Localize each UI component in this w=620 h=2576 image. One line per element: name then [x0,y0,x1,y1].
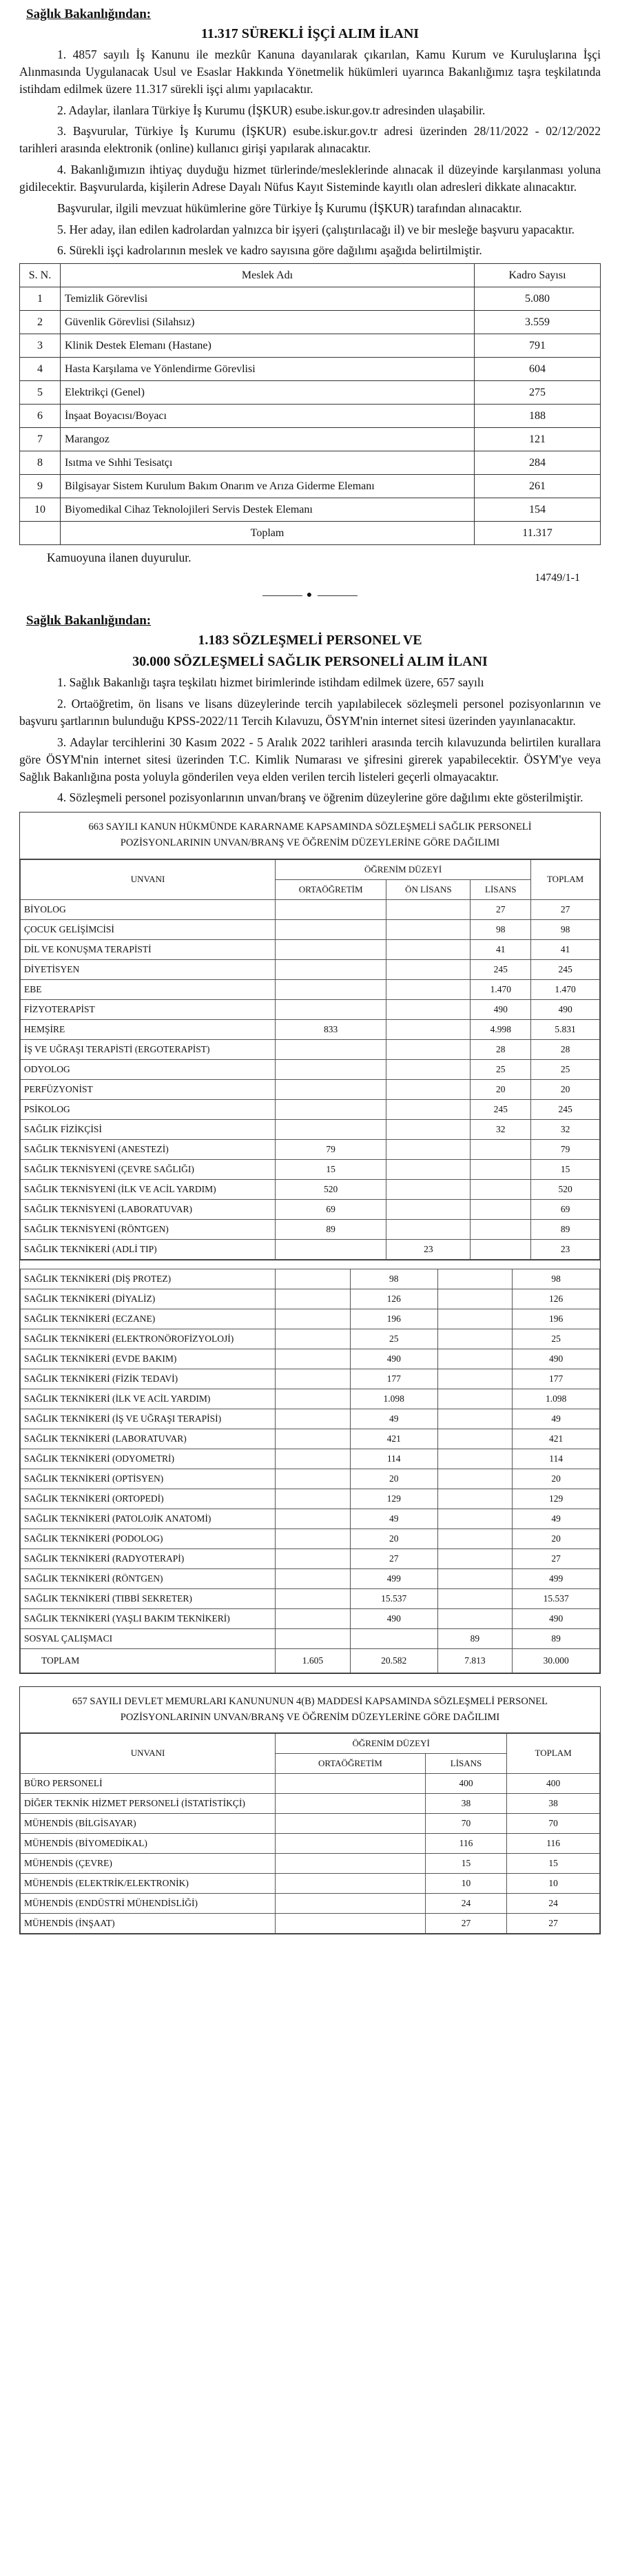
col-orta: ORTAÖĞRETİM [276,1753,426,1773]
table-row: 6 İnşaat Boyacısı/Boyacı 188 [20,405,601,428]
paragraph: 1. Sağlık Bakanlığı taşra teşkilatı hizmet birimlerinde istihdam edilmek üzere, 657 sayılı [57,675,484,690]
paragraph: 2. Adaylar, ilanlara Türkiye İş Kurumu (İŞKUR) esube.iskur.gov.tr adresinden ulaşabilir. [57,103,486,117]
table-row: SAĞLIK TEKNİKERİ (ELEKTRONÖROFİZYOLOJİ) 25 25 [21,1329,600,1349]
table-row: EBE 1.470 1.470 [21,979,600,999]
table-663-title: 663 SAYILI KANUN HÜKMÜNDE KARARNAME KAPSAMINDA SÖZLEŞMELİ SAĞLIK PERSONELİ POZİSYONLARININ UNVAN/BRANŞ VE ÖĞRENİM DÜZEYLERİNE GÖRE DAĞILIMI [20,812,600,859]
table-row: İŞ VE UĞRAŞI TERAPİSTİ (ERGOTERAPİST) 28 28 [21,1039,600,1059]
table-row: MÜHENDİS (BİLGİSAYAR) 70 70 [21,1813,600,1833]
table-663-grid-continued [20,1269,600,1673]
notice-title-line1: 1.183 SÖZLEŞMELİ PERSONEL VE [198,633,422,648]
table-row: SAĞLIK TEKNİKERİ (FİZİK TEDAVİ) 177 177 [21,1369,600,1389]
table-row: SAĞLIK TEKNİKERİ (İŞ VE UĞRAŞI TERAPİSİ) 49 49 [21,1409,600,1429]
table-row: BÜRO PERSONELİ 400 400 [21,1773,600,1793]
ministry-label: Sağlık Bakanlığından: [26,7,152,21]
table-row: DİĞER TEKNİK HİZMET PERSONELİ (İSTATİSTİKÇİ) 38 38 [21,1793,600,1813]
table-row: PSİKOLOG 245 245 [21,1099,600,1119]
separator: ● [19,590,601,601]
table-row: SAĞLIK TEKNİKERİ (ECZANE) 196 196 [21,1309,600,1329]
table-row: BİYOLOG 27 27 [21,899,600,919]
table-total-row [20,522,601,545]
paragraph: 2. Ortaöğretim, ön lisans ve lisans düzeylerinde tercih yapılabilecek sözleşmeli personel pozisyonlarının ve başvuru şartlarının bulunduğu KPSS-2022/11 Tercih Kılavuzu, ÖSYM'nin internet sitesi üzerinden yayınlanacaktır. [19,697,601,728]
paragraph: 3. Adaylar tercihlerini 30 Kasım 2022 - 5 Aralık 2022 tarihleri arasında tercih kılavuzunda belirtilen kurallara göre ÖSYM'nin internet sitesi üzerinden T.C. Kimlik Numarası ve şifresini girerek yapabilecektir. ÖSYM'ye veya Sağlık Bakanlığına posta yoluyla gönderilen veya elden verilen tercih listeleri geçerli olmayacaktır. [19,735,601,784]
table-row: SAĞLIK TEKNİKERİ (ORTOPEDİ) 129 129 [21,1489,600,1509]
paragraph: 6. Sürekli işçi kadrolarının meslek ve kadro sayısına göre dağılımı aşağıda belirtilmiştir. [57,243,482,258]
table-row: SAĞLIK TEKNİSYENİ (LABORATUVAR) 69 69 [21,1199,600,1219]
table-row: 2 Güvenlik Görevlisi (Silahsız) 3.559 [20,311,601,334]
notice-2 [0,613,620,806]
table-row: SOSYAL ÇALIŞMACI 89 89 [21,1628,600,1648]
table-row: SAĞLIK TEKNİKERİ (YAŞLI BAKIM TEKNİKERİ) 490 490 [21,1608,600,1628]
table-657-title: 657 SAYILI DEVLET MEMURLARI KANUNUNUN 4(B) MADDESİ KAPSAMINDA SÖZLEŞMELİ PERSONEL POZİSYONLARININ UNVAN/BRANŞ VE ÖĞRENİM DÜZEYLERİNE GÖRE DAĞILIMI [20,1687,600,1733]
col-lisans: LİSANS [471,879,531,899]
positions-table [19,263,601,545]
paragraph: 4. Sözleşmeli personel pozisyonlarının unvan/branş ve öğrenim düzeylerine göre dağılımı ekte gösterilmiştir. [57,790,583,805]
table-row: SAĞLIK FİZİKÇİSİ 32 32 [21,1119,600,1139]
table-row: MÜHENDİS (ÇEVRE) 15 15 [21,1853,600,1873]
col-orta: ORTAÖĞRETİM [276,879,386,899]
table-row: MÜHENDİS (ELEKTRİK/ELEKTRONİK) 10 10 [21,1873,600,1893]
table-657 [19,1686,601,1934]
notice-paragraphs [19,46,601,259]
table-row: 8 Isıtma ve Sıhhi Tesisatçı 284 [20,451,601,475]
table-row: DİL VE KONUŞMA TERAPİSTİ 41 41 [21,939,600,959]
table-row: HEMŞİRE 833 4.998 5.831 [21,1019,600,1039]
table-row: 4 Hasta Karşılama ve Yönlendirme Görevlisi 604 [20,358,601,381]
table-row: SAĞLIK TEKNİKERİ (RADYOTERAPİ) 27 27 [21,1548,600,1568]
total-value: 11.317 [475,522,601,545]
paragraph: 1. 4857 sayılı İş Kanunu ile mezkûr Kanuna dayanılarak çıkarılan, Kamu Kurum ve Kuruluşlarına İşçi Alınmasında Uygulanacak Usul ve Esaslar Hakkında Yönetmelik hükümleri uyarınca Bakanlığımız taşra teşkilatında istihdam edilmek üzere 11.317 sürekli işçi alımı yapılacaktır. [19,48,601,96]
closing-text: Kamuoyuna ilanen duyurulur. [47,551,192,565]
table-row: SAĞLIK TEKNİKERİ (OPTİSYEN) 20 20 [21,1469,600,1489]
table-row: SAĞLIK TEKNİKERİ (İLK VE ACİL YARDIM) 1.098 1.098 [21,1389,600,1409]
table-row: ODYOLOG 25 25 [21,1059,600,1079]
paragraph: 3. Başvurular, Türkiye İş Kurumu (İŞKUR) esube.iskur.gov.tr adresi üzerinden 28/11/2022 - 02/12/2022 tarihleri arasında elektronik (online) kullanıcı girişi yapılarak alınacaktır. [19,124,601,156]
table-row: SAĞLIK TEKNİKERİ (EVDE BAKIM) 490 490 [21,1349,600,1369]
paragraph: 4. Bakanlığımızın ihtiyaç duyduğu hizmet türlerinde/mesleklerinde alınacak il düzeyinde karşılanması yoluna gidilecektir. Başvurularda, kişilerin Adrese Dayalı Nüfus Kayıt Sisteminde kayıtlı olan adresleri dikkate alınacaktır. [19,163,601,194]
notice-title-line2: 30.000 SÖZLEŞMELİ SAĞLIK PERSONELİ ALIM İLANI [132,654,488,670]
table-row: SAĞLIK TEKNİKERİ (ADLİ TIP) 23 23 [21,1239,600,1259]
col-lisans: LİSANS [425,1753,507,1773]
table-row: 7 Marangoz 121 [20,428,601,451]
table-row: DİYETİSYEN 245 245 [21,959,600,979]
col-kadro: Kadro Sayısı [475,264,601,287]
total-label: Toplam [61,522,475,545]
col-toplam: TOPLAM [531,859,600,899]
table-663 [19,812,601,1673]
reference-number: 14749/1-1 [535,572,580,584]
table-row: SAĞLIK TEKNİSYENİ (RÖNTGEN) 89 89 [21,1219,600,1239]
table-row: SAĞLIK TEKNİKERİ (TIBBİ SEKRETER) 15.537 15.537 [21,1588,600,1608]
table-row: ÇOCUK GELİŞİMCİSİ 98 98 [21,919,600,939]
table-657-grid [20,1733,600,1934]
table-row: MÜHENDİS (BİYOMEDİKAL) 116 116 [21,1833,600,1853]
col-ogrenim: ÖĞRENİM DÜZEYİ [276,1733,507,1753]
table-row: MÜHENDİS (ENDÜSTRİ MÜHENDİSLİĞİ) 24 24 [21,1893,600,1913]
table-row: SAĞLIK TEKNİSYENİ (ÇEVRE SAĞLIĞI) 15 15 [21,1159,600,1179]
col-meslek: Meslek Adı [61,264,475,287]
table-row: SAĞLIK TEKNİKERİ (LABORATUVAR) 421 421 [21,1429,600,1449]
col-sn: S. N. [20,264,61,287]
page-break [20,1260,600,1269]
table-row: SAĞLIK TEKNİKERİ (PODOLOG) 20 20 [21,1529,600,1548]
col-ogrenim: ÖĞRENİM DÜZEYİ [276,859,531,879]
col-unvan: UNVANI [21,1733,276,1773]
table-row: SAĞLIK TEKNİKERİ (PATOLOJİK ANATOMİ) 49 49 [21,1509,600,1529]
table-row: FİZYOTERAPİST 490 490 [21,999,600,1019]
col-unvan: UNVANI [21,859,276,899]
table-663-grid [20,859,600,1260]
table-row: MÜHENDİS (İNŞAAT) 27 27 [21,1913,600,1933]
table-row: 9 Bilgisayar Sistem Kurulum Bakım Onarım ve Arıza Giderme Elemanı 261 [20,475,601,498]
paragraph: 5. Her aday, ilan edilen kadrolardan yalnızca bir işyeri (çalıştırılacağı il) ve bir mesleğe başvuru yapacaktır. [57,222,575,236]
paragraph: Başvurular, ilgili mevzuat hükümlerine göre Türkiye İş Kurumu (İŞKUR) tarafından alınacaktır. [57,201,522,215]
table-row: SAĞLIK TEKNİKERİ (DİŞ PROTEZ) 98 98 [21,1269,600,1289]
table-row: 5 Elektrikçi (Genel) 275 [20,381,601,405]
notice-paragraphs [19,674,601,806]
table-row: PERFÜZYONİST 20 20 [21,1079,600,1099]
table-total-row: TOPLAM 1.605 20.582 7.813 30.000 [21,1648,600,1673]
notice-1 [0,7,620,601]
col-toplam: TOPLAM [507,1733,600,1773]
ministry-label: Sağlık Bakanlığından: [26,613,152,628]
notice-title: 11.317 SÜREKLİ İŞÇİ ALIM İLANI [200,26,420,41]
table-row: SAĞLIK TEKNİKERİ (DİYALİZ) 126 126 [21,1289,600,1309]
table-row: SAĞLIK TEKNİSYENİ (İLK VE ACİL YARDIM) 520 520 [21,1179,600,1199]
table-row: 10 Biyomedikal Cihaz Teknolojileri Servis Destek Elemanı 154 [20,498,601,522]
table-row: SAĞLIK TEKNİSYENİ (ANESTEZİ) 79 79 [21,1139,600,1159]
table-row: SAĞLIK TEKNİKERİ (RÖNTGEN) 499 499 [21,1568,600,1588]
table-row: 3 Klinik Destek Elemanı (Hastane) 791 [20,334,601,358]
table-row: SAĞLIK TEKNİKERİ (ODYOMETRİ) 114 114 [21,1449,600,1469]
col-onlisans: ÖN LİSANS [386,879,471,899]
table-row: 1 Temizlik Görevlisi 5.080 [20,287,601,311]
